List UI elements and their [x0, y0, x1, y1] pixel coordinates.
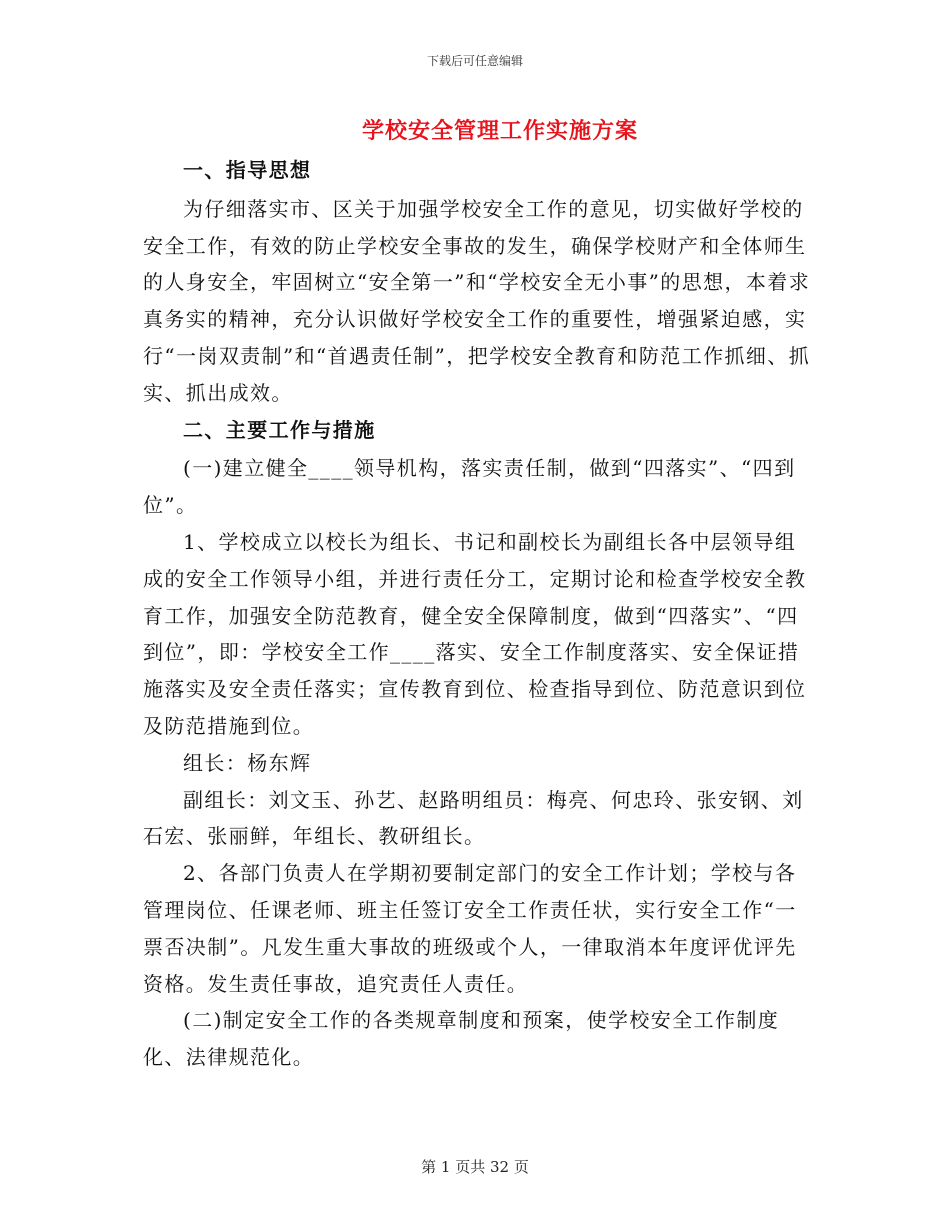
paragraph-leader: 组长：杨东辉 [183, 750, 312, 775]
paragraph-item-2: 2、各部门负责人在学期初要制定部门的安全工作计划；学校与各管理岗位、任课老师、班主任签订安全工作责任状，实行安全工作“一票否决制”。凡发生重大事故的班级或个人，一律取消本年度评优评先资格。发生责任事故，追究责任人责任。 [143, 861, 797, 996]
page-footer: 第 1 页共 32 页 [421, 1158, 529, 1176]
paragraph-sub-1: (一)建立健全____领导机构，落实责任制，做到“四落实”、“四到位”。 [143, 456, 796, 518]
section-heading-2: 二、主要工作与措施 [183, 417, 376, 442]
paragraph-sub-2: (二)制定安全工作的各类规章制度和预案，使学校安全工作制度化、法律规范化。 [143, 1008, 780, 1070]
document-title: 学校安全管理工作实施方案 [361, 118, 638, 144]
paragraph-guiding-ideology: 为仔细落实市、区关于加强学校安全工作的意见，切实做好学校的安全工作，有效的防止学校安全事故的发生，确保学校财产和全体师生的人身安全，牢固树立“安全第一”和“学校安全无小事”的思想，本着求真务实的精神，充分认识做好学校安全工作的重要性，增强紧迫感，实行“一岗双责制”和“首遇责任制”，把学校安全教育和防范工作抓细、抓实、抓出成效。 [143, 196, 811, 405]
paragraph-deputy-leaders: 副组长：刘文玉、孙艺、赵路明组员：梅亮、何忠玲、张安钢、刘石宏、张丽鲜，年组长、教研组长。 [143, 787, 804, 849]
section-heading-1: 一、指导思想 [183, 158, 312, 182]
paragraph-item-1: 1、学校成立以校长为组长、书记和副校长为副组长各中层领导组成的安全工作领导小组，并进行责任分工，定期讨论和检查学校安全教育工作，加强安全防范教育，健全安全保障制度，做到“四落实”、“四到位”，即：学校安全工作____落实、安全工作制度落实、安全保证措施落实及安全责任落实；宣传教育到位、检查指导到位、防范意识到位及防范措施到位。 [143, 529, 807, 738]
header-note: 下载后可任意编辑 [426, 54, 523, 68]
document-body [143, 152, 813, 1076]
